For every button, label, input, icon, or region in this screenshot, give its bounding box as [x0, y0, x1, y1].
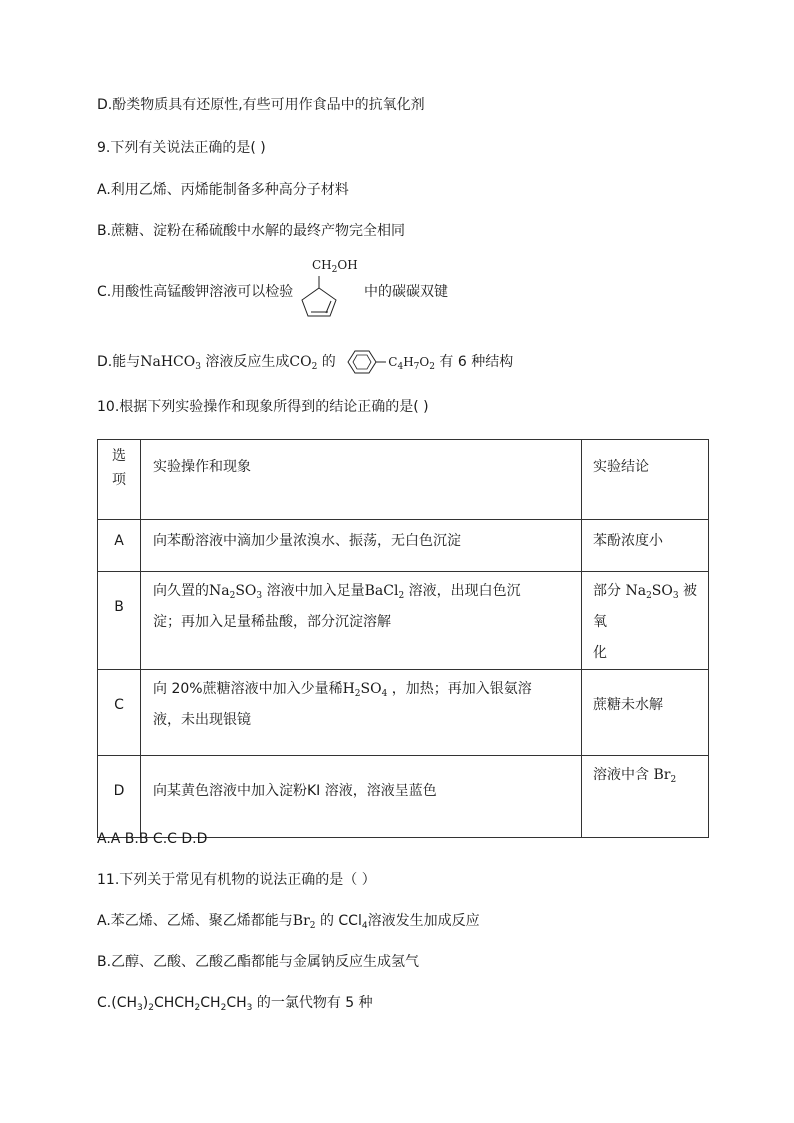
q9-stem: 9.下列有关说法正确的是( ) — [97, 140, 266, 156]
q9-option-c-prefix: C.用酸性高锰酸钾溶液可以检验 — [97, 284, 294, 300]
table-row — [98, 756, 709, 838]
row-b-operation: 向久置的$Na_2SO_3$ 溶液中加入足量BaCl$_2$ 溶液，出现白色沉 淀；再加入足量稀盐酸，部分沉淀溶解 — [141, 572, 582, 670]
row-c-option: C — [98, 670, 141, 756]
ring-svg — [300, 258, 360, 320]
row-b-conclusion: 部分 $Na_2SO_3$ 被氧 化 — [582, 572, 709, 670]
header-conclusion: 实验结论 — [582, 440, 709, 520]
row-d-option: D — [98, 756, 141, 838]
q9-option-c-suffix: 中的碳碳双键 — [364, 284, 448, 300]
table-header-row — [98, 440, 709, 520]
row-a-operation: 向苯酚溶液中滴加少量浓溴水、振荡，无白色沉淀 — [141, 520, 582, 572]
header-operation: 实验操作和现象 — [141, 440, 582, 520]
row-d-conclusion: 溶液中含 $Br_2$ — [582, 756, 709, 838]
q11-option-a: A.苯乙烯、乙烯、聚乙烯都能与$Br_2$ 的 CCl$_4$溶液发生加成反应 — [97, 913, 480, 931]
row-a-conclusion: 苯酚浓度小 — [582, 520, 709, 572]
ch2oh-label: $CH_2OH$ — [312, 258, 358, 275]
cyclopentene-methanol-structure — [300, 258, 360, 320]
q10-table — [97, 439, 709, 838]
benzene-ring-icon — [342, 348, 386, 376]
q10-stem: 10.根据下列实验操作和现象所得到的结论正确的是( ) — [97, 399, 429, 415]
q9-option-b: B.蔗糖、淀粉在稀硫酸中水解的最终产物完全相同 — [97, 223, 406, 239]
table-row — [98, 670, 709, 756]
q9-option-d: D.能与NaHCO$_3$ 溶液反应生成$CO_2$ 的 $C_4H_7O_2$ 有 6 种结构 — [97, 348, 513, 376]
table-row — [98, 572, 709, 670]
q11-option-c: $C.(CH_3)_2CHCH_2CH_2CH_3$ 的一氯代物有 5 种 — [97, 995, 373, 1013]
q9-option-a: A.利用乙烯、丙烯能制备多种高分子材料 — [97, 182, 349, 198]
row-a-option: A — [98, 520, 141, 572]
q11-stem: 11.下列关于常见有机物的说法正确的是（ ） — [97, 872, 376, 888]
row-d-operation: 向某黄色溶液中加入淀粉KI 溶液，溶液呈蓝色 — [141, 756, 582, 838]
row-c-operation: 向 20%蔗糖溶液中加入少量稀$H_2SO_4$ ，加热；再加入银氨溶 液，未出现银镜 — [141, 670, 582, 756]
q11-option-b: B.乙醇、乙酸、乙酸乙酯都能与金属钠反应生成氢气 — [97, 954, 420, 970]
row-c-conclusion: 蔗糖未水解 — [582, 670, 709, 756]
row-b-option: B — [98, 572, 141, 670]
table-row — [98, 520, 709, 572]
header-option: 选 项 — [98, 440, 141, 520]
q10-options: A.A B.B C.C D.D — [97, 831, 208, 847]
q8-option-d: D.酚类物质具有还原性,有些可用作食品中的抗氧化剂 — [97, 97, 425, 113]
